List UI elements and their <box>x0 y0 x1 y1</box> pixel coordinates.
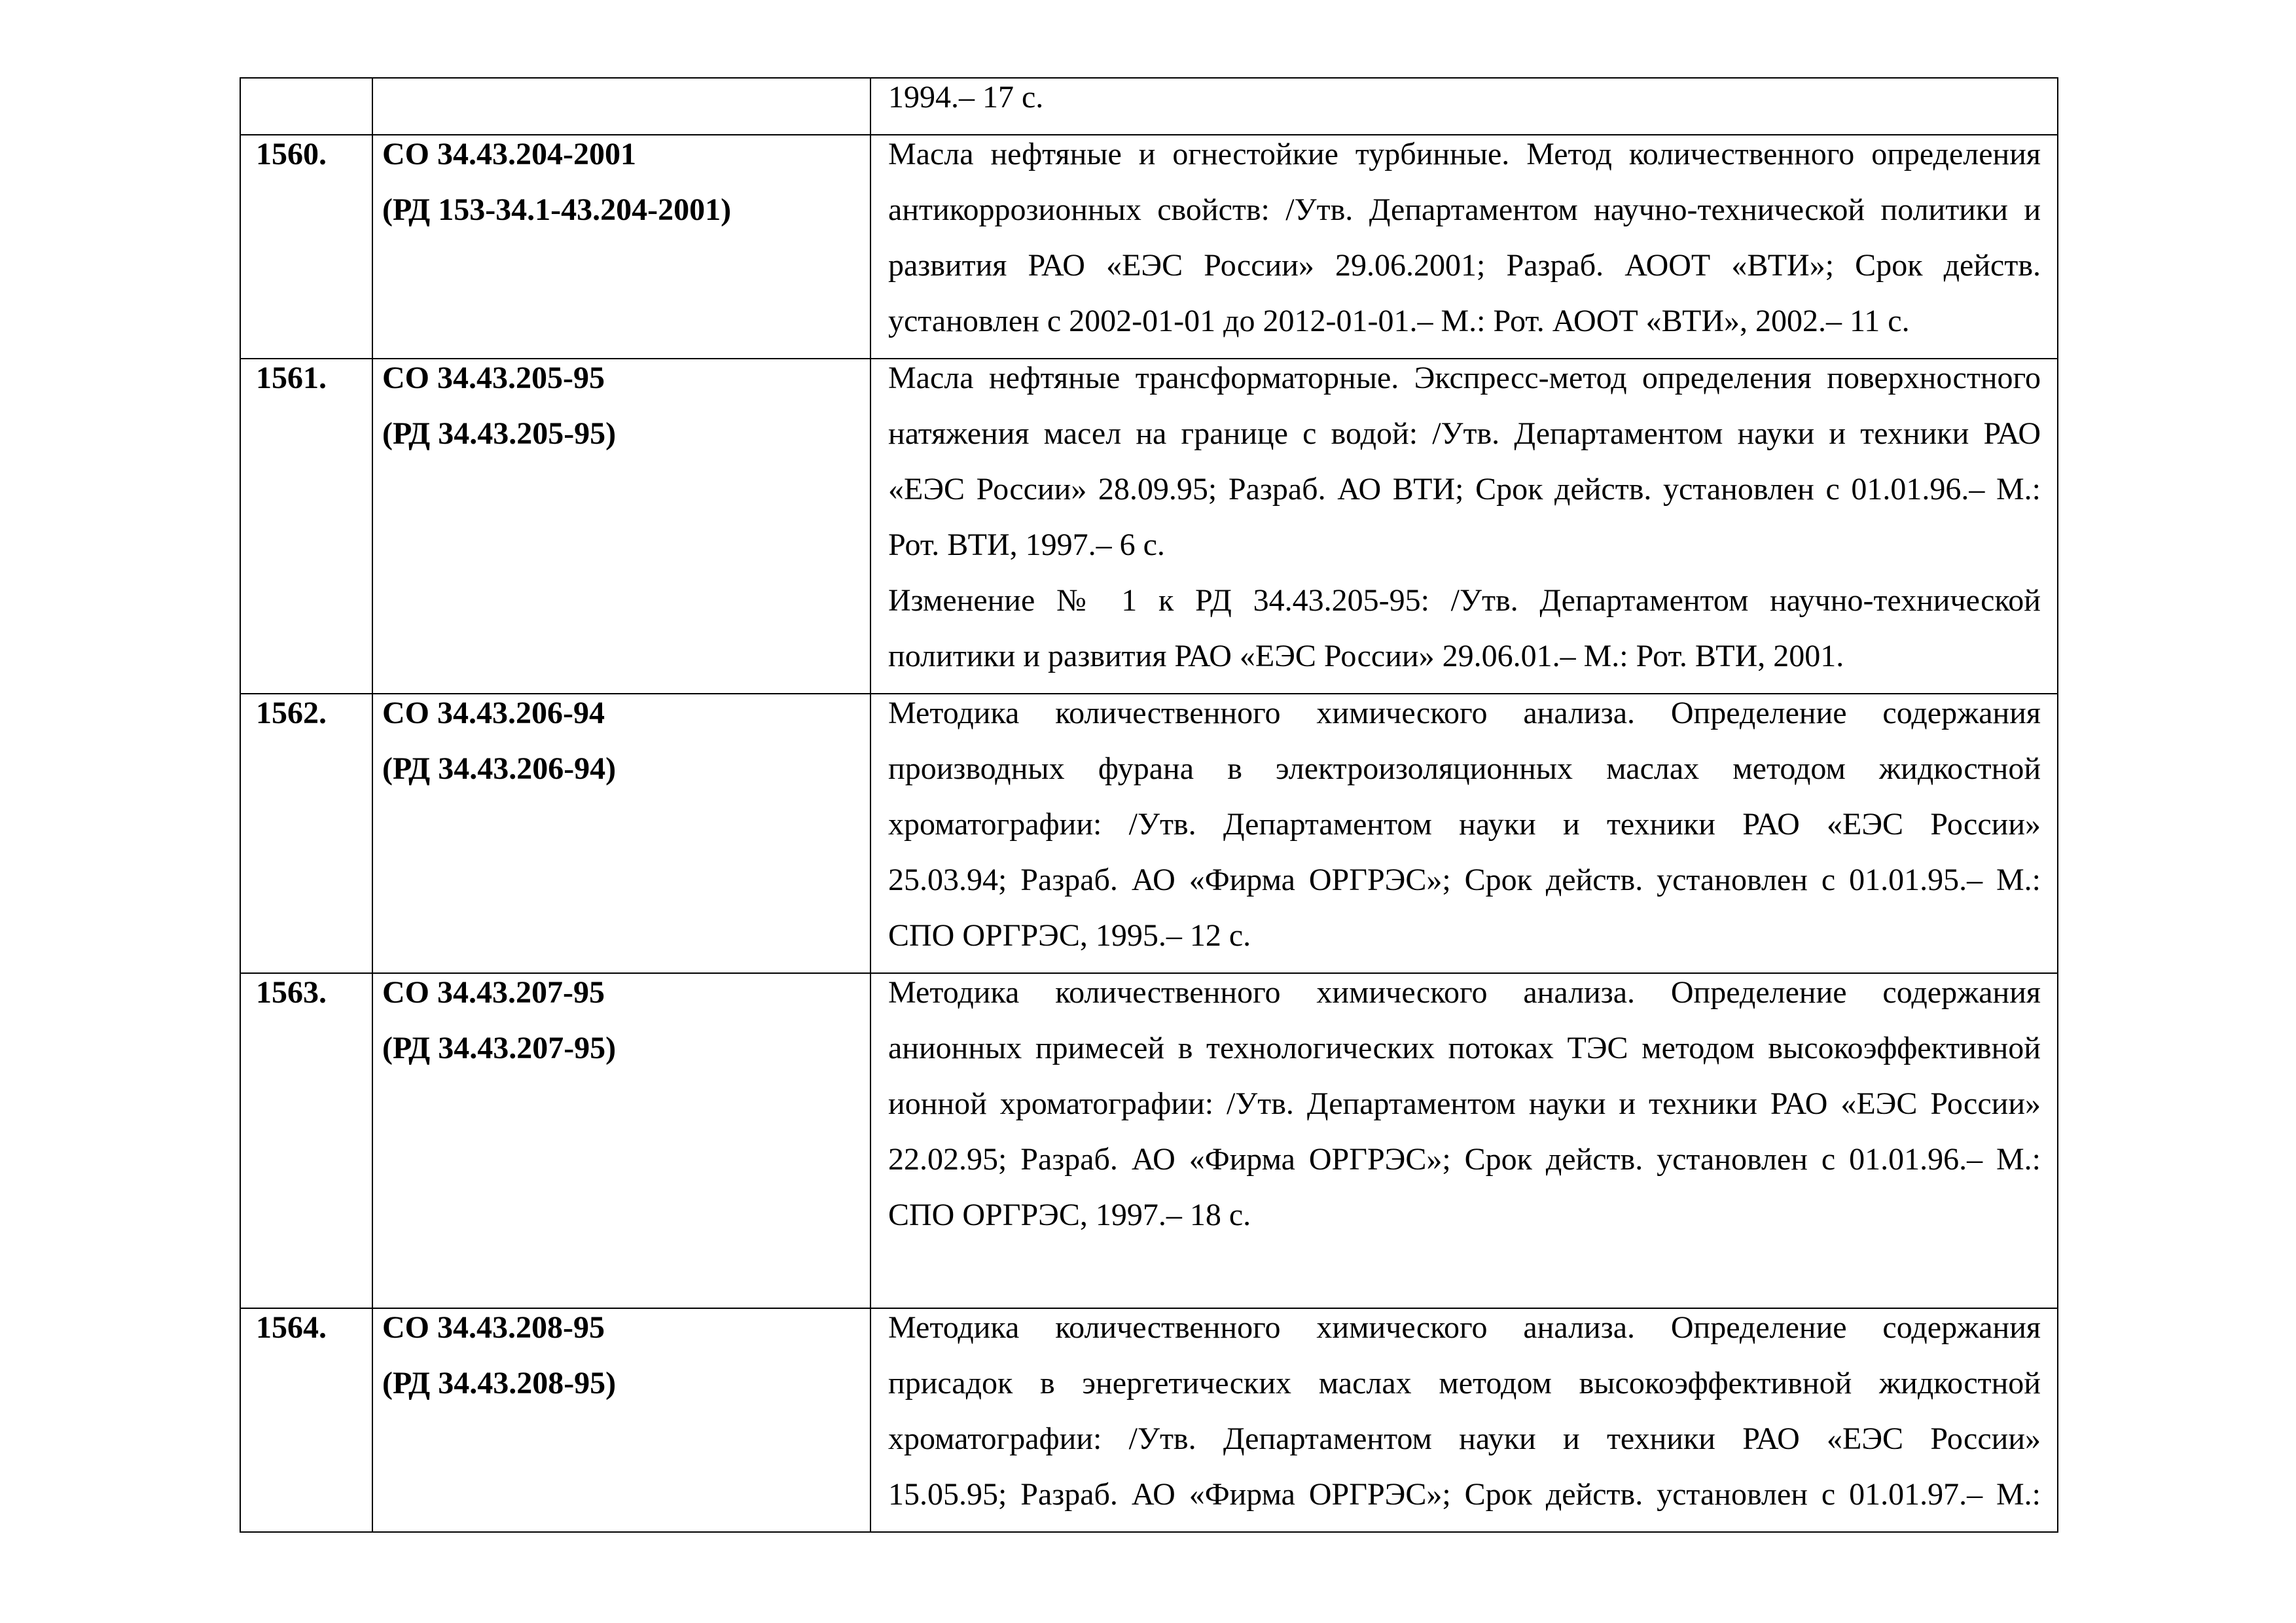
entry-number-cell <box>240 1308 372 1532</box>
entry-code-cell <box>372 1308 870 1532</box>
entry-code-cell <box>372 973 870 1308</box>
description-line: 1994.– 17 с. <box>888 80 1044 115</box>
entry-number-cell <box>240 135 372 359</box>
entry-code-rd: (РД 153-34.1-43.204-2001) <box>382 192 732 227</box>
entry-number: 1561. <box>256 361 327 395</box>
description-line: производных фурана в электроизоляционных маслах методом жидкостной <box>888 751 2041 786</box>
description-line: развития РАО «ЕЭС России» 29.06.2001; Разраб. АООТ «ВТИ»; Срок действ. <box>888 248 2041 283</box>
entry-code-cell <box>372 359 870 694</box>
entry-description-cell <box>870 1308 2058 1532</box>
entry-description-cell <box>870 973 2058 1308</box>
entry-number: 1562. <box>256 696 327 730</box>
entry-code: СО 34.43.206-94 <box>382 696 605 730</box>
description-line: 25.03.94; Разраб. АО «Фирма ОРГРЭС»; Срок действ. установлен с 01.01.95.– М.: <box>888 863 2041 897</box>
table-row-1564 <box>240 1308 2058 1532</box>
entry-description-cell <box>870 359 2058 694</box>
description-line: хроматографии: /Утв. Департаментом науки и техники РАО «ЕЭС России» <box>888 807 2041 842</box>
description-line: Методика количественного химического анализа. Определение содержания <box>888 1310 2041 1345</box>
amendment-line: политики и развития РАО «ЕЭС России» 29.06.01.– М.: Рот. ВТИ, 2001. <box>888 639 1844 673</box>
description-line: 22.02.95; Разраб. АО «Фирма ОРГРЭС»; Срок действ. установлен с 01.01.96.– М.: <box>888 1142 2041 1177</box>
entry-code-cell <box>372 135 870 359</box>
entry-code-rd: (РД 34.43.207-95) <box>382 1031 617 1065</box>
entry-number-cell <box>240 973 372 1308</box>
entry-number-cell <box>240 359 372 694</box>
amendment-line: Изменение № 1 к РД 34.43.205-95: /Утв. Департаментом научно-технической <box>888 583 2041 618</box>
entry-code: СО 34.43.207-95 <box>382 975 605 1010</box>
table-row-1563 <box>240 973 2058 1308</box>
entry-number: 1563. <box>256 975 327 1010</box>
description-line: анионных примесей в технологических потоках ТЭС методом высокоэффективной <box>888 1031 2041 1065</box>
standards-table <box>240 77 2058 1533</box>
description-line: Методика количественного химического анализа. Определение содержания <box>888 975 2041 1010</box>
description-line: Масла нефтяные трансформаторные. Экспресс-метод определения поверхностного <box>888 361 2041 395</box>
description-line: натяжения масел на границе с водой: /Утв. Департаментом науки и техники РАО <box>888 416 2041 451</box>
table-row-1560 <box>240 135 2058 359</box>
description-line: присадок в энергетических маслах методом высокоэффективной жидкостной <box>888 1366 2041 1400</box>
entry-number-cell <box>240 694 372 973</box>
entry-code: СО 34.43.205-95 <box>382 361 605 395</box>
entry-code-rd: (РД 34.43.206-94) <box>382 751 617 786</box>
entry-code-cell <box>372 694 870 973</box>
entry-number: 1564. <box>256 1310 327 1345</box>
description-line: установлен с 2002-01-01 до 2012-01-01.– М.: Рот. АООТ «ВТИ», 2002.– 11 с. <box>888 304 1910 338</box>
description-line: антикоррозионных свойств: /Утв. Департаментом научно-технической политики и <box>888 192 2041 227</box>
entry-code: СО 34.43.204-2001 <box>382 137 636 171</box>
entry-code-rd: (РД 34.43.205-95) <box>382 416 617 451</box>
entry-code-rd: (РД 34.43.208-95) <box>382 1366 617 1400</box>
table-row-1562 <box>240 694 2058 973</box>
description-line: СПО ОРГРЭС, 1995.– 12 с. <box>888 918 1251 953</box>
entry-code: СО 34.43.208-95 <box>382 1310 605 1345</box>
description-line: «ЕЭС России» 28.09.95; Разраб. АО ВТИ; Срок действ. установлен с 01.01.96.– М.: <box>888 472 2041 507</box>
description-line: хроматографии: /Утв. Департаментом науки и техники РАО «ЕЭС России» <box>888 1421 2041 1456</box>
table-row-1561 <box>240 359 2058 694</box>
description-line: Рот. ВТИ, 1997.– 6 с. <box>888 527 1165 562</box>
blank-line <box>888 1243 2041 1298</box>
description-line: СПО ОРГРЭС, 1997.– 18 с. <box>888 1198 1251 1232</box>
entry-number: 1560. <box>256 137 327 171</box>
entry-description-cell <box>870 694 2058 973</box>
entry-description-cell <box>870 135 2058 359</box>
description-line: ионной хроматографии: /Утв. Департаментом науки и техники РАО «ЕЭС России» <box>888 1086 2041 1121</box>
description-line: 15.05.95; Разраб. АО «Фирма ОРГРЭС»; Срок действ. установлен с 01.01.97.– М.: <box>888 1477 2041 1512</box>
description-line: Масла нефтяные и огнестойкие турбинные. Метод количественного определения <box>888 137 2041 171</box>
description-line: Методика количественного химического анализа. Определение содержания <box>888 696 2041 730</box>
